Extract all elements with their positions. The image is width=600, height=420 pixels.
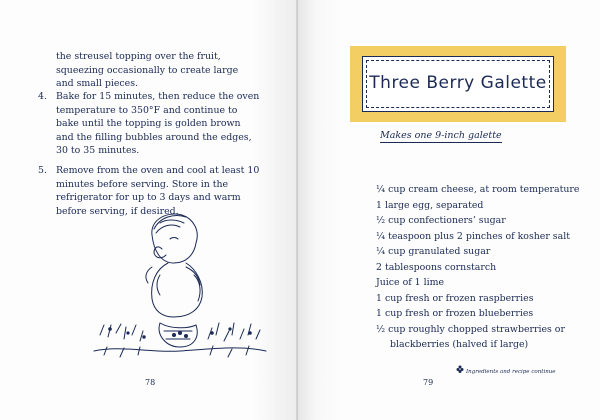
left-page — [0, 0, 298, 420]
page-number: 78 — [145, 378, 156, 387]
step-text: Remove from the oven and cool at least 10 minutes before serving. Store in the refrigerator for up to 3 days and warm before serving, if desired. — [56, 164, 260, 217]
title-card — [350, 46, 566, 122]
ingredient-item: 2 tablespoons cornstarch — [376, 261, 497, 273]
berry-icon — [455, 364, 465, 374]
step-number: 5. — [38, 164, 47, 176]
recipe-title: Three Berry Galette — [369, 73, 547, 93]
ingredient-item: Juice of 1 lime — [376, 277, 445, 288]
ingredient-item: ¼ cup granulated sugar — [376, 246, 491, 257]
step-text: Bake for 15 minutes, then reduce the oven temperature to 350°F and continue to bake until the topping is golden brown and the filling bubbles around the edges, 30 to 35 minutes. — [56, 91, 260, 157]
page-number: 79 — [423, 378, 434, 387]
ingredient-item: ¼ teaspoon plus 2 pinches of kosher salt — [376, 230, 570, 242]
ingredient-item: 1 large egg, separated — [376, 199, 484, 211]
recipe-yield: Makes one 9-inch galette — [380, 130, 502, 141]
ingredient-item: 1 cup fresh or frozen raspberries — [376, 292, 534, 304]
ingredient-item: ½ cup confectioners’ sugar — [376, 215, 506, 226]
method-step — [38, 90, 260, 158]
ingredient-item: 1 cup fresh or frozen blueberries — [376, 308, 534, 319]
ingredient-item: ½ cup roughly chopped strawberries or blackberries (halved if large) — [376, 323, 565, 350]
right-page — [298, 0, 600, 420]
step-number: 4. — [38, 91, 47, 102]
ingredient-list — [376, 182, 581, 353]
child-eating-berries-illustration — [90, 205, 270, 365]
step-continuation-text: the streusel topping over the fruit, squeezing occasionally to create large and small pieces. — [56, 51, 239, 90]
ingredient-item: ¼ cup cream cheese, at room temperature — [376, 184, 580, 195]
title-frame — [362, 56, 554, 112]
continue-note: Ingredients and recipe continue — [466, 369, 556, 375]
